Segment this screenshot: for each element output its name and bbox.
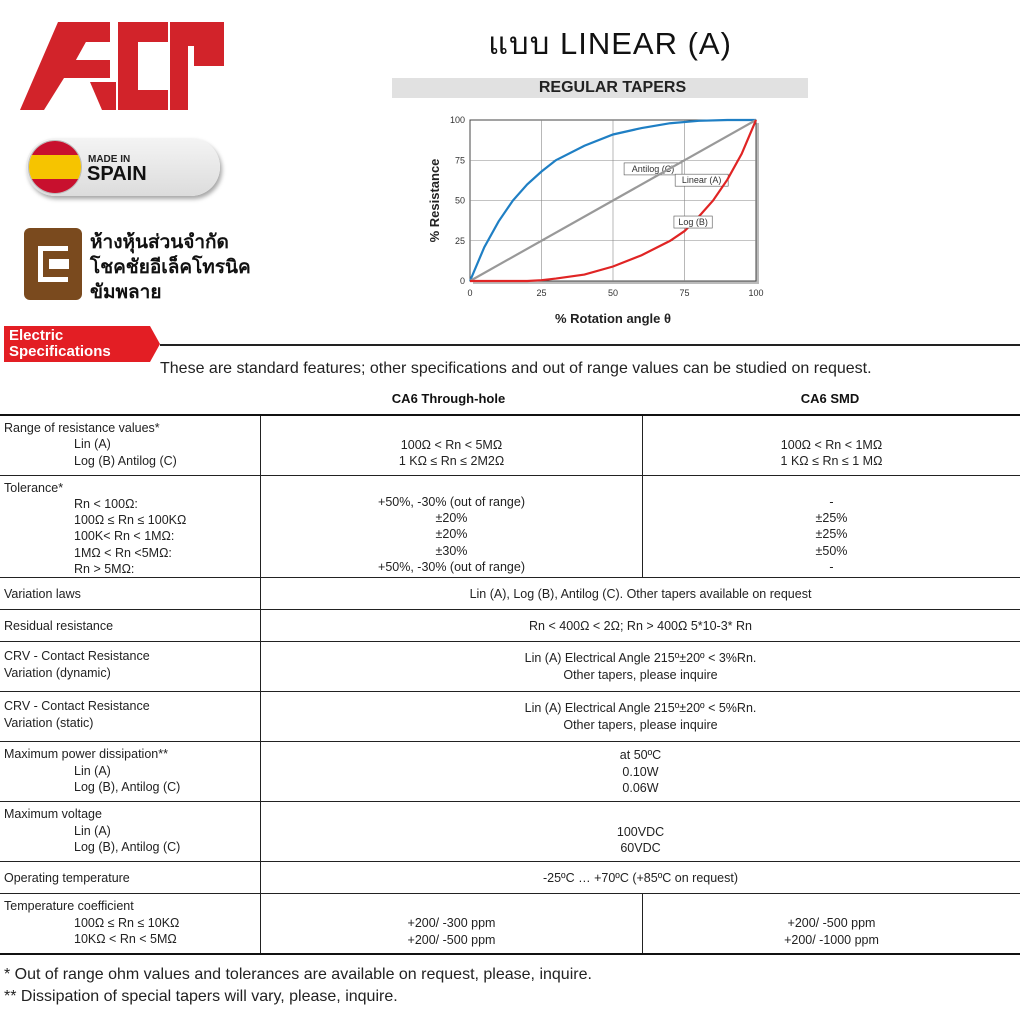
company-name-line-1: ห้างหุ้นส่วนจำกัด xyxy=(90,232,229,253)
series-label: Linear (A) xyxy=(681,175,722,186)
cell-value: Lin (A) Electrical Angle 215º±20º < 5%Rn. xyxy=(524,701,757,716)
footnote-1: * Out of range ohm values and tolerances are available on request, please, inquire. xyxy=(4,966,592,983)
row-label-line: Variation (dynamic) xyxy=(4,665,111,680)
cell-value: 0.10W xyxy=(622,764,659,779)
cell-value: ±30% xyxy=(435,543,468,558)
made-in-label: MADE IN xyxy=(88,154,131,165)
company-name-line-2: โชคชัยอีเล็คโทรนิค xyxy=(90,257,251,278)
row-label xyxy=(0,578,261,610)
smd-cell xyxy=(643,415,1021,475)
row-label-line: Rn < 100Ω: xyxy=(74,496,138,511)
intro-text: These are standard features; other specifications and out of range values can be studied on request. xyxy=(160,360,872,377)
table-row xyxy=(0,862,1020,894)
section-tab-line-1: Electric xyxy=(9,327,64,344)
table-row xyxy=(0,642,1020,692)
row-label-line: Rn > 5MΩ: xyxy=(74,561,135,576)
cell-value: Other tapers, please inquire xyxy=(563,717,718,732)
row-label-line: Lin (A) xyxy=(74,823,111,838)
series-label: Log (B) xyxy=(678,217,708,228)
smd-cell xyxy=(643,894,1021,954)
spec-table xyxy=(0,414,1020,955)
x-tick-label: 100 xyxy=(748,288,764,298)
row-label xyxy=(0,415,261,475)
row-label-line: Maximum voltage xyxy=(4,807,102,822)
cell-value: +50%, -30% (out of range) xyxy=(378,559,525,574)
cell-value: 1 KΩ ≤ Rn ≤ 1 MΩ xyxy=(780,454,883,469)
cell-value: 100VDC xyxy=(616,824,665,839)
row-label-line: 100Ω ≤ Rn ≤ 10KΩ xyxy=(74,915,180,930)
row-label-line: 1MΩ < Rn <5MΩ: xyxy=(74,545,172,560)
taper-chart xyxy=(420,108,780,333)
row-label-line: Operating temperature xyxy=(4,870,130,885)
x-tick-label: 75 xyxy=(679,288,690,298)
table-row xyxy=(0,802,1020,862)
cell-value: ±25% xyxy=(815,511,848,526)
cell-value xyxy=(643,899,1020,915)
cell-value xyxy=(261,478,642,494)
value-cell xyxy=(261,742,1021,802)
value-cell xyxy=(261,802,1021,862)
spain-flag-icon xyxy=(28,140,82,194)
company-block xyxy=(24,228,264,303)
through-hole-cell xyxy=(261,894,643,954)
value-cell xyxy=(261,642,1021,692)
row-label xyxy=(0,742,261,802)
cell-value: +200/ -500 ppm xyxy=(787,916,876,931)
cell-value: 0.06W xyxy=(622,780,659,795)
cell-value: +200/ -300 ppm xyxy=(407,916,496,931)
cell-value xyxy=(261,807,1020,823)
cell-value: 100Ω < Rn < 1MΩ xyxy=(780,438,883,453)
section-tab-label xyxy=(9,328,111,360)
row-label-line: Lin (A) xyxy=(74,763,111,778)
x-tick-label: 50 xyxy=(607,288,619,298)
cell-value: 60VDC xyxy=(620,840,661,855)
cell-value: - xyxy=(829,559,834,574)
row-label-line: 10KΩ < Rn < 5MΩ xyxy=(74,931,177,946)
table-row xyxy=(0,578,1020,610)
value-cell xyxy=(261,578,1021,610)
y-tick-label: 25 xyxy=(454,235,465,246)
cell-value: Rn < 400Ω < 2Ω; Rn > 400Ω 5*10-3* Rn xyxy=(529,618,752,633)
x-tick-label: 0 xyxy=(467,288,473,298)
through-hole-cell xyxy=(261,475,643,578)
chart-subtitle: REGULAR TAPERS xyxy=(538,79,687,96)
cell-value: at 50ºC xyxy=(619,748,662,763)
row-label xyxy=(0,475,261,578)
row-label-line: 100K< Rn < 1MΩ: xyxy=(74,529,175,544)
row-label-line: Log (B), Antilog (C) xyxy=(74,839,181,854)
cell-value: ±50% xyxy=(815,543,848,558)
cell-value xyxy=(643,421,1020,437)
country-label: SPAIN xyxy=(87,163,147,185)
table-row xyxy=(0,610,1020,642)
cell-value: ±25% xyxy=(815,527,848,542)
cell-value: Lin (A), Log (B), Antilog (C). Other tapers available on request xyxy=(469,586,812,601)
cell-value: ±20% xyxy=(435,527,468,542)
row-label-line: Range of resistance values* xyxy=(4,421,160,435)
y-tick-label: 0 xyxy=(459,276,465,286)
page-title: แบบ LINEAR (A) xyxy=(488,26,732,61)
row-label-line: CRV - Contact Resistance xyxy=(4,699,150,714)
cell-value xyxy=(261,421,642,437)
x-axis-label: % Rotation angle θ xyxy=(554,311,672,326)
smd-cell xyxy=(643,475,1021,578)
row-label xyxy=(0,610,261,642)
row-label-line: Residual resistance xyxy=(4,618,114,633)
section-divider xyxy=(160,344,1020,346)
row-label-line: Maximum power dissipation** xyxy=(4,747,168,762)
table-row xyxy=(0,894,1020,954)
cell-value: ±20% xyxy=(435,511,468,526)
acp-logo xyxy=(18,20,228,117)
row-label-line: Tolerance* xyxy=(4,480,64,495)
through-hole-cell xyxy=(261,415,643,475)
y-axis-label: % Resistance xyxy=(427,158,442,243)
table-row xyxy=(0,475,1020,578)
cell-value: -25ºC … +70ºC (+85ºC on request) xyxy=(542,870,739,885)
company-name-line-3: ขัมพลาย xyxy=(90,282,162,303)
value-cell xyxy=(261,610,1021,642)
row-label xyxy=(0,692,261,742)
row-label xyxy=(0,642,261,692)
cell-value xyxy=(261,899,642,915)
value-cell xyxy=(261,862,1021,894)
row-label xyxy=(0,894,261,954)
cell-value: Other tapers, please inquire xyxy=(563,667,718,682)
y-tick-label: 75 xyxy=(454,155,465,166)
cell-value xyxy=(643,478,1020,494)
table-row xyxy=(0,692,1020,742)
row-label-line: Log (B), Antilog (C) xyxy=(74,779,181,794)
made-in-spain-badge xyxy=(26,138,220,196)
y-tick-label: 100 xyxy=(449,115,465,125)
section-tab-line-2: Specifications xyxy=(9,343,111,360)
y-tick-label: 50 xyxy=(454,195,465,206)
series-label: Antilog (C) xyxy=(631,163,675,174)
row-label-line: Log (B) Antilog (C) xyxy=(74,453,177,468)
row-label-line: Variation (static) xyxy=(4,715,94,730)
cell-value: Lin (A) Electrical Angle 215º±20º < 3%Rn. xyxy=(524,651,757,666)
cell-value: +50%, -30% (out of range) xyxy=(378,494,525,509)
cell-value: 100Ω < Rn < 5MΩ xyxy=(400,438,503,453)
row-label-line: 100Ω ≤ Rn ≤ 100KΩ xyxy=(74,513,187,528)
value-cell xyxy=(261,692,1021,742)
table-row xyxy=(0,415,1020,475)
row-label-line: CRV - Contact Resistance xyxy=(4,649,150,664)
row-label-line: Variation laws xyxy=(4,586,81,601)
row-label xyxy=(0,802,261,862)
cell-value: +200/ -1000 ppm xyxy=(784,932,879,947)
column-header-smd: CA6 SMD xyxy=(800,391,860,406)
cell-value: - xyxy=(829,494,834,509)
column-header-through-hole: CA6 Through-hole xyxy=(391,391,506,406)
row-label xyxy=(0,862,261,894)
row-label-line: Temperature coefficient xyxy=(4,899,134,914)
table-row xyxy=(0,742,1020,802)
company-logo-icon xyxy=(24,228,82,300)
row-label-line: Lin (A) xyxy=(74,437,111,452)
footnote-2: ** Dissipation of special tapers will vary, please, inquire. xyxy=(4,988,398,1005)
cell-value: 1 KΩ ≤ Rn ≤ 2M2Ω xyxy=(398,454,505,469)
x-tick-label: 25 xyxy=(536,288,547,298)
cell-value: +200/ -500 ppm xyxy=(407,932,496,947)
